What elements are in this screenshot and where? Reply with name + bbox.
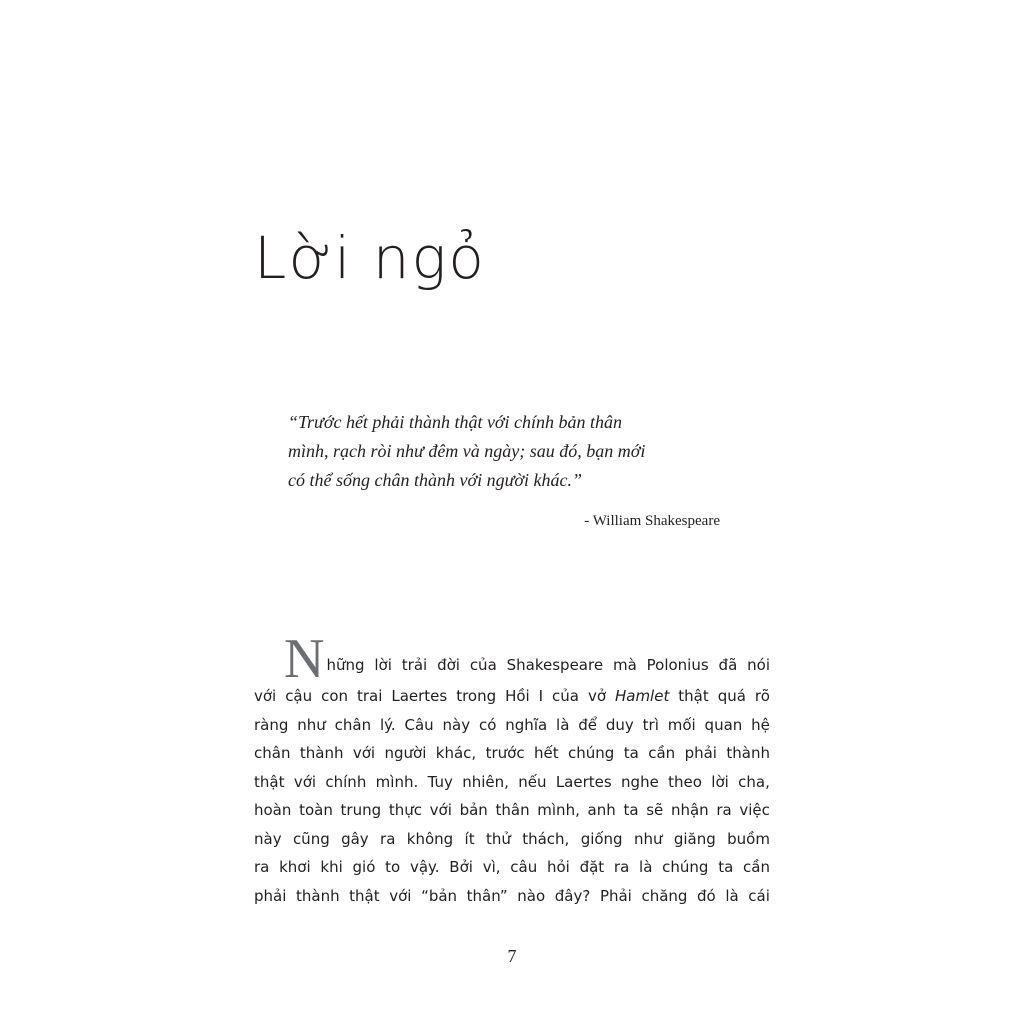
body-word: lý. — [379, 715, 396, 734]
body-word: là — [556, 715, 570, 734]
body-word: ra — [380, 829, 396, 848]
body-word: là — [725, 886, 739, 905]
body-word: trong — [456, 687, 497, 705]
body-word: thân — [495, 801, 530, 819]
body-word: ra — [613, 858, 630, 876]
body-word: chân — [334, 715, 372, 734]
body-word: câu — [510, 858, 538, 876]
body-word: cần — [743, 858, 770, 876]
body-word: khơi — [279, 858, 311, 876]
body-word: hỏi — [546, 858, 570, 876]
drop-cap: N — [284, 628, 325, 690]
body-paragraph — [254, 628, 770, 910]
body-line — [254, 882, 770, 911]
body-word: đã — [718, 656, 738, 674]
body-line — [254, 796, 770, 825]
body-line — [254, 853, 770, 882]
body-word: nào — [517, 886, 546, 905]
body-word: hững — [326, 656, 365, 674]
body-word: anh — [587, 801, 616, 819]
body-word: thành — [299, 744, 344, 762]
body-word: thực — [388, 801, 422, 819]
body-word: với — [429, 801, 452, 819]
body-word: Shakespeare — [506, 656, 604, 674]
body-word: cái — [748, 886, 770, 905]
body-word: khi — [320, 858, 343, 876]
body-word: trung — [340, 801, 382, 819]
body-line-first-text — [326, 654, 770, 682]
body-word: thật — [678, 687, 709, 705]
body-word: nhận — [670, 801, 709, 819]
body-word: giăng — [673, 829, 716, 848]
body-word: đời — [437, 656, 460, 674]
body-word: rõ — [754, 687, 770, 705]
body-word: chúng — [662, 858, 709, 876]
body-word: sẽ — [646, 801, 664, 819]
body-line — [254, 711, 770, 740]
body-word: ra — [254, 858, 270, 876]
body-word: gây — [341, 829, 369, 848]
body-word: trai — [356, 687, 383, 705]
body-word: của — [552, 687, 579, 705]
body-word: đây? — [554, 886, 591, 905]
body-line — [254, 739, 770, 768]
body-word: lời — [711, 772, 729, 791]
body-word: giống — [580, 829, 623, 848]
play-title-italic: Hamlet — [614, 687, 670, 705]
body-word: này — [254, 829, 282, 848]
body-word: chân — [254, 744, 291, 762]
body-word: nói — [747, 656, 770, 674]
body-word: trước — [485, 744, 525, 762]
body-word: chăng — [641, 886, 688, 905]
body-word: Câu — [404, 715, 434, 734]
body-word: với — [389, 886, 412, 905]
body-word: Polonius — [646, 656, 709, 674]
body-word: ít — [464, 829, 475, 848]
body-line-first — [254, 628, 770, 690]
body-word: phải — [684, 744, 717, 762]
body-word: phải — [254, 886, 287, 905]
body-word: hoàn — [254, 801, 292, 819]
body-word: thân” — [466, 886, 508, 905]
body-word: Tuy — [427, 772, 453, 791]
body-word: có — [478, 715, 497, 734]
body-word: vở — [587, 687, 607, 705]
body-word: cần — [648, 744, 676, 762]
body-word: theo — [668, 772, 702, 791]
body-word: Hồi — [505, 687, 530, 705]
body-word: để — [578, 715, 598, 734]
body-word: như — [297, 715, 326, 734]
epigraph-line: mình, rạch ròi như đêm và ngày; sau đó, bạn mới — [288, 441, 646, 461]
body-word: hệ — [751, 715, 770, 734]
epigraph-quote — [288, 408, 708, 495]
body-word: mình. — [375, 772, 419, 791]
body-word: trải — [401, 656, 428, 674]
body-word: toàn — [299, 801, 333, 819]
body-word: ra — [716, 801, 732, 819]
body-word: Bởi — [449, 858, 473, 876]
body-word: quan — [704, 715, 743, 734]
body-word: chính — [325, 772, 367, 791]
body-word: thách, — [522, 829, 570, 848]
body-word: với — [293, 772, 317, 791]
body-word: hết — [534, 744, 559, 762]
body-line — [254, 825, 770, 854]
body-word: của — [469, 656, 497, 674]
body-word: nghe — [621, 772, 659, 791]
body-word: gió — [352, 858, 376, 876]
body-word: mối — [667, 715, 696, 734]
body-word: lời — [374, 656, 392, 674]
body-word: ta — [623, 744, 639, 762]
body-word: “bản — [421, 886, 458, 905]
body-word: thật — [254, 772, 285, 791]
body-word: cũng — [292, 829, 330, 848]
page-number: 7 — [507, 946, 517, 966]
epigraph-line: có thể sống chân thành với người khác.” — [288, 470, 582, 490]
body-word: to — [385, 858, 401, 876]
body-word: khác, — [435, 744, 477, 762]
body-word: không — [406, 829, 454, 848]
body-word: con — [321, 687, 349, 705]
body-word: nghĩa — [505, 715, 548, 734]
body-word: mà — [612, 656, 637, 674]
body-word: chúng — [568, 744, 615, 762]
body-word: thử — [485, 829, 511, 848]
body-word: vậy. — [409, 858, 440, 876]
epigraph-line: “Trước hết phải thành thật với chính bản thân — [288, 412, 623, 432]
body-word: việc — [739, 801, 770, 819]
body-line — [254, 682, 770, 711]
chapter-title: Lời ngỏ — [254, 224, 486, 292]
body-word: buồm — [727, 829, 770, 848]
body-word: thật — [349, 886, 380, 905]
body-word: nếu — [518, 772, 547, 791]
body-word: như — [633, 829, 663, 848]
body-word: với — [254, 687, 277, 705]
body-word: với — [352, 744, 376, 762]
body-word: thành — [295, 886, 340, 905]
body-word: ràng — [254, 715, 289, 734]
body-line — [254, 768, 770, 797]
body-word: nhiên, — [462, 772, 509, 791]
body-word: duy — [605, 715, 634, 734]
body-word: I — [538, 687, 544, 705]
body-word: ta — [718, 858, 734, 876]
body-word: cha, — [738, 772, 770, 791]
body-word: là — [639, 858, 653, 876]
body-word: vì, — [482, 858, 501, 876]
body-word: Laertes — [391, 687, 448, 705]
epigraph-attribution: - William Shakespeare — [584, 513, 720, 529]
body-word: thành — [726, 744, 770, 762]
body-word: trì — [642, 715, 659, 734]
body-word: Phải — [599, 886, 632, 905]
body-word: quá — [717, 687, 746, 705]
body-word: bản — [459, 801, 488, 819]
body-word: mình, — [537, 801, 580, 819]
body-word: cậu — [285, 687, 313, 705]
body-word: đặt — [579, 858, 605, 876]
body-word: ta — [623, 801, 639, 819]
body-word: Laertes — [555, 772, 612, 791]
body-word: đó — [697, 886, 716, 905]
body-word: người — [384, 744, 427, 762]
body-word: này — [442, 715, 471, 734]
